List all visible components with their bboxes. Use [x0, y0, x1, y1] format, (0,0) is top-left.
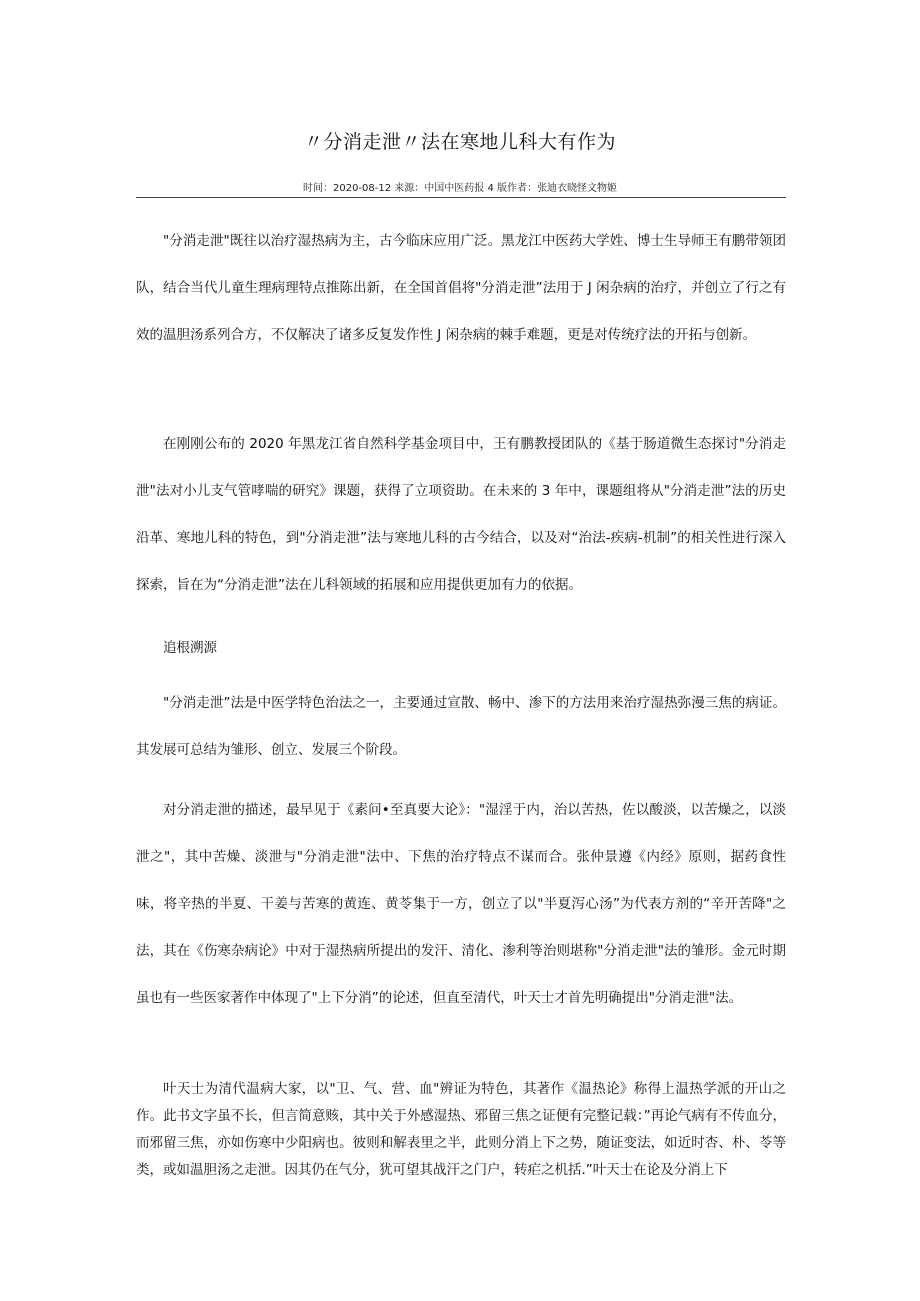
paragraph-4: 对分消走泄的描述，最早见于《素问•至真要大论》："湿淫于内，治以苦热，佐以酸淡，以苦燥之，以淡泄之"，其中苦燥、淡泄与"分消走泄"法中、下焦的治疗特点不谋而合。张仲景遵《内经》原则，据药食性味，将辛热的半夏、干姜与苦寒的黄连、黄苓集于一方，创立了以"半夏泻心汤”为代表方剂的“辛开苦降"之法，其在《伤寒杂病论》中对于湿热病所提出的发汗、清化、渗利等治则堪称"分消走泄"法的雏形。金元时期虽也有一些医家著作中体现了"上下分消”的论述，但直至清代，叶天士才首先明确提出"分消走泄"法。 [136, 802, 786, 1006]
paragraph-1: "分消走泄"既往以治疗湿热病为主，古今临床应用广泛。黑龙江中医药大学姓、博士生导师王有鹏带领团队，结合当代儿童生理病理特点推陈出新，在全国首倡将"分消走泄”法用于 J 闲杂病的治疗，并创立了行之有效的温胆汤系列合方，不仅解决了诸多反复发作性 J 闲杂病的棘手难题，更是对传统疗法的开拓与创新。 [136, 233, 786, 343]
page-title: 〃分消走泄〃法在寒地儿科大有作为 [303, 131, 616, 153]
paragraph-5: 叶天士为清代温病大家，以"卫、气、营、血"辨证为特色，其著作《温热论》称得上温热学派的开山之作。此书文字虽不长，但言简意赅，其中关于外感湿热、邪留三焦之证便有完整记载：”再论气病有不传血分，而邪留三焦，亦如伤寒中少阳病也。彼则和解表里之半，此则分消上下之势，随证变法，如近时杏、朴、苓等类，或如温胆汤之走泄。因其仍在气分，犹可望其战汗之门户，转疟之机括.”叶天士在论及分消上下 [136, 1081, 786, 1178]
section-heading: 追根溯源 [163, 640, 217, 656]
title-divider [136, 197, 786, 198]
paragraph-3: "分消走泄”法是中医学特色治法之一，主要通过宣散、畅中、渗下的方法用来治疗湿热弥漫三焦的病证。其发展可总结为雏形、创立、发展三个阶段。 [136, 695, 786, 758]
paragraph-2: 在刚刚公布的 2020 年黑龙江省自然科学基金项目中，王有鹏教授团队的《基于肠道微生态探讨"分消走泄"法对小儿支气管哮喘的研究》课题，获得了立项资助。在未来的 3 年中，课题组将从"分消走泄”法的历史沿革、寒地儿科的特色，到"分消走泄”法与寒地儿科的古今结合，以及对“治法-疾病-机制”的相关性进行深入探索，旨在为“分消走泄”法在儿科领域的拓展和应用提供更加有力的依据。 [136, 436, 786, 593]
article-meta: 时间：2020-08-12 来源：中国中医药报 4 版作者：张迪衣晓怪文物姬 [302, 183, 617, 194]
